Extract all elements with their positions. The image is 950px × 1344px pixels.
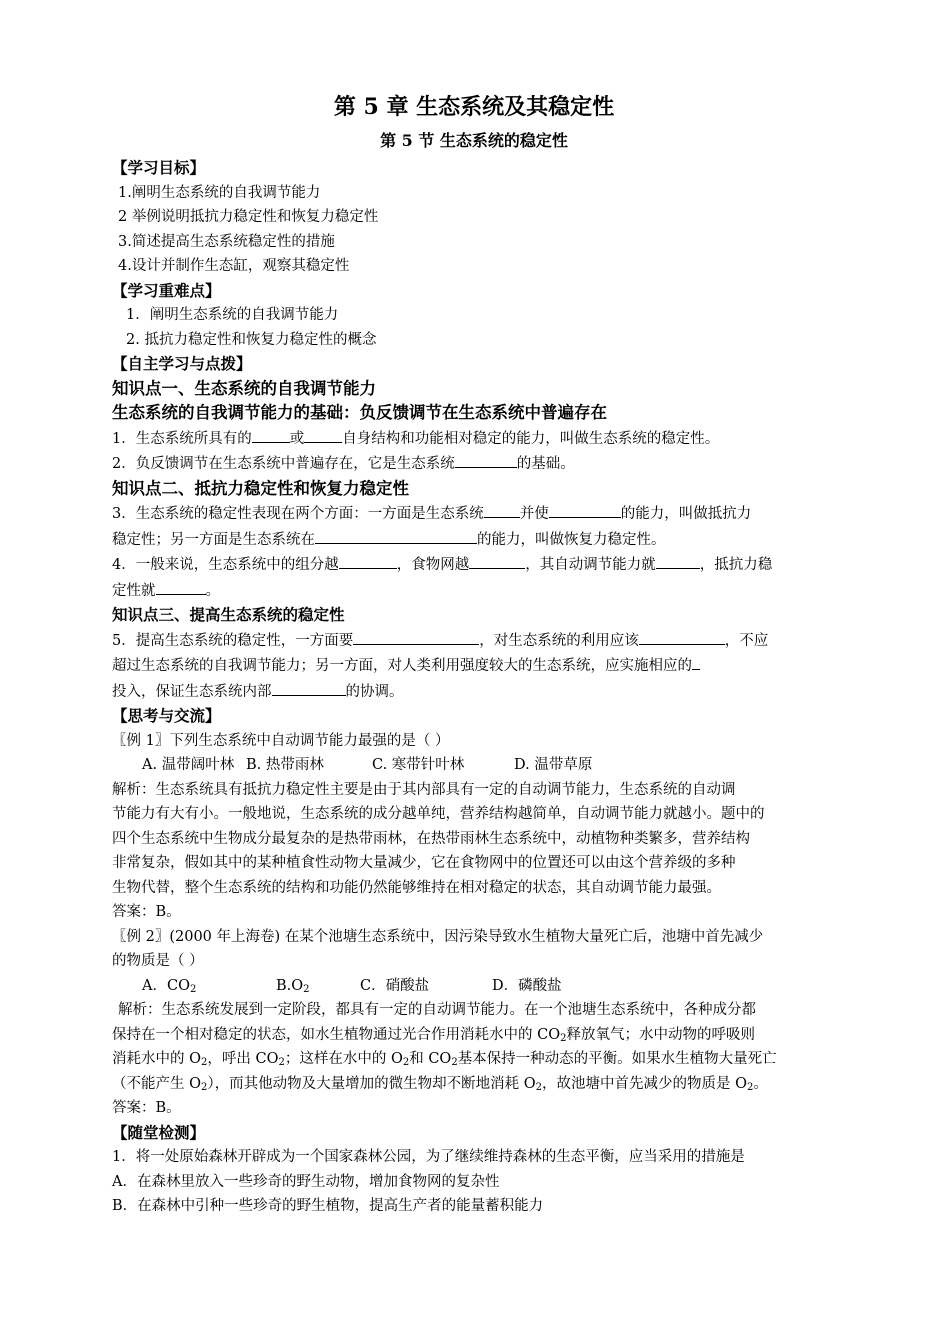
option-b: B. 热带雨林 [246,757,324,773]
subscript: 2 [189,983,197,995]
q4-text-a: 4．一般来说，生态系统中的组分越 [112,557,339,573]
subscript: 2 [303,983,310,995]
keypoints-heading: 【学习重难点】 [112,280,221,300]
analysis-text: ，故池塘中首先减少的物质是 O [542,1075,747,1092]
check-option-b: B．在森林中引种一些珍奇的野生植物，提高生产者的能量蓄积能力 [112,1198,544,1214]
q2-text-a: 2．负反馈调节在生态系统中普遍存在，它是生态系统 [112,456,455,472]
q3-text-c: 的能力，叫做抵抗力 [620,506,752,522]
q5-text-b: ，对生态系统的利用应该 [479,632,639,649]
analysis-text: 。 [753,1075,768,1092]
q4-text-e: 定性就 [112,582,156,599]
question-3 [112,501,836,527]
option-d: D．磷酸盐 [492,977,562,994]
question-5 [112,628,836,654]
keypoint-item: 1．阐明生态系统的自我调节能力 [126,307,339,323]
analysis-line [112,1023,836,1048]
subscript: 2 [402,1057,410,1068]
q1-text-a: 1．生态系统所具有的 [112,430,252,447]
self-study-heading: 【自主学习与点拨】 [112,354,252,373]
blank-field[interactable] [304,426,342,443]
analysis-text: 基本保持一种动态的平衡。如果水生植物大量死亡 [457,1051,777,1067]
analysis-text: 消耗水中的 O [112,1051,201,1067]
option-d: D. 温带草原 [514,757,593,773]
q5-text-a: 5．提高生态系统的稳定性，一方面要 [112,632,354,649]
blank-field[interactable] [639,628,725,645]
q5-text-c: ，不应 [724,632,769,649]
option-a [142,974,276,999]
check-question-1: 1．将一处原始森林开辟成为一个国家森林公园，为了继续维持森林的生态平衡，应当采用的措施是 [112,1149,745,1165]
analysis-text: （不能产生 O [112,1075,201,1092]
q3-text-b: 并使 [519,506,549,522]
knowledge-point-2-title: 知识点二、抵抗力稳定性和恢复力稳定性 [112,478,409,498]
example-2-question: 〖例 2〗(2000 年上海卷) 在某个池塘生态系统中，因污染导致水生植物大量死亡后，池塘中首先减少 [112,928,764,945]
example-1-answer: 答案：B。 [112,904,181,920]
check-option-a: A．在森林里放入一些珍奇的野生动物，增加食物网的复杂性 [112,1173,500,1190]
blank-field[interactable] [455,451,517,468]
q5-text-f: 的协调。 [345,683,404,700]
goal-item: 1.阐明生态系统的自我调节能力 [118,184,321,201]
analysis-text: ；这样在水中的 O [284,1051,403,1067]
goal-item: 4.设计并制作生态缸，观察其稳定性 [118,258,350,274]
analysis-text: ），而其他动物及大量增加的微生物却不断地消耗 O [207,1075,536,1092]
q1-text-b: 或 [289,430,305,447]
subscript: 2 [201,1081,208,1093]
q3-text-a: 3．生态系统的稳定性表现在两个方面：一方面是生态系统 [112,506,484,522]
blank-field[interactable] [353,628,479,645]
analysis-line: 非常复杂，假如其中的某种植食性动物大量减少，它在食物网中的位置还可以由这个营养级的多种 [112,855,736,871]
q3-text-e: 的能力，叫做恢复力稳定性。 [477,531,666,548]
example-1-question: 〖例 1〗下列生态系统中自动调节能力最强的是（ ） [112,732,450,749]
example-1-options [112,753,836,778]
chapter-title: 第 5 章 生态系统及其稳定性 [333,94,615,120]
analysis-line [112,1072,836,1097]
question-3-cont [112,527,836,553]
blank-field[interactable] [315,527,477,544]
question-5-cont [112,653,836,679]
q5-text-e: 投入，保证生态系统内部 [112,683,272,700]
subscript: 2 [747,1081,754,1093]
analysis-line: 解析：生态系统发展到一定阶段，都具有一定的自动调节能力。在一个池塘生态系统中，各种成分都 [118,1002,756,1018]
analysis-text: 和 CO [409,1051,452,1067]
keypoint-item: 2. 抵抗力稳定性和恢复力稳定性的概念 [126,331,377,348]
option-c: C. 寒带针叶林 [372,757,465,773]
q4-text-d: ，抵抗力稳 [699,557,773,573]
think-heading: 【思考与交流】 [112,706,221,725]
q2-text-b: 的基础。 [516,456,575,472]
blank-field[interactable] [656,552,700,569]
option-b-text: B.O [276,977,304,994]
analysis-text: 释放氧气；水中动物的呼吸则 [566,1026,755,1043]
section-title: 第 5 节 生态系统的稳定性 [380,131,568,150]
analysis-line: 节能力有大有小。一般地说，生态系统的成分越单纯，营养结构越简单，自动调节能力就越小。题中的 [112,806,765,822]
q1-text-c: 自身结构和功能相对稳定的能力，叫做生态系统的稳定性。 [342,430,720,447]
knowledge-point-3-title: 知识点三、提高生态系统的稳定性 [112,605,345,624]
goals-heading: 【学习目标】 [112,158,206,177]
question-4-cont [112,578,836,604]
option-a-text: A．CO [142,977,190,994]
subscript: 2 [560,1032,567,1044]
q4-text-f: 。 [205,582,220,599]
option-c: C．硝酸盐 [360,977,430,994]
analysis-line: 解析：生态系统具有抵抗力稳定性主要是由于其内部具有一定的自动调节能力，生态系统的自动调 [112,781,736,798]
question-5-cont2 [112,679,836,705]
document-page [112,90,836,1219]
analysis-line: 生物代替，整个生态系统的结构和功能仍然能够维持在相对稳定的状态，其自动调节能力最强。 [112,879,721,896]
goal-item: 2 举例说明抵抗力稳定性和恢复力稳定性 [118,209,379,225]
subscript: 2 [535,1081,542,1093]
subscript: 2 [278,1057,285,1068]
subscript: 2 [451,1057,458,1068]
blank-field[interactable] [549,501,621,518]
q3-text-d: 稳定性；另一方面是生态系统在 [112,531,315,548]
knowledge-point-1-title: 知识点一、生态系统的自我调节能力 [112,378,376,398]
blank-field[interactable] [252,426,290,443]
question-4 [112,552,836,578]
blank-field[interactable] [469,552,525,569]
blank-field[interactable] [339,552,397,569]
blank-field[interactable] [272,679,346,696]
q5-text-d: 超过生态系统的自我调节能力；另一方面，对人类利用强度较大的生态系统，应实施相应的 [112,658,692,674]
example-2-answer: 答案：B。 [112,1100,181,1116]
knowledge-point-1-subtitle: 生态系统的自我调节能力的基础：负反馈调节在生态系统中普遍存在 [112,403,607,422]
analysis-line [112,1047,836,1072]
question-1 [112,426,836,452]
q4-text-c: ，其自动调节能力就 [525,557,656,573]
analysis-text: 保持在一个相对稳定的状态，如水生植物通过光合作用消耗水中的 CO [112,1026,561,1043]
goal-item: 3.简述提高生态系统稳定性的措施 [118,233,335,250]
q4-text-b: ，食物网越 [396,557,470,573]
option-b [276,974,360,999]
example-2-question-cont: 的物质是（ ） [112,953,204,969]
analysis-line: 四个生态系统中生物成分最复杂的是热带雨林，在热带雨林生态系统中，动植物种类繁多，营养结构 [112,830,750,847]
question-2 [112,451,836,477]
check-heading: 【随堂检测】 [112,1122,206,1142]
blank-field[interactable] [484,501,520,518]
blank-field[interactable] [156,578,206,595]
option-a: A. 温带阔叶林 [142,757,235,773]
analysis-text: ，呼出 CO [207,1051,279,1067]
example-2-options [112,974,836,999]
subscript: 2 [201,1057,208,1068]
blank-field[interactable] [692,653,700,670]
